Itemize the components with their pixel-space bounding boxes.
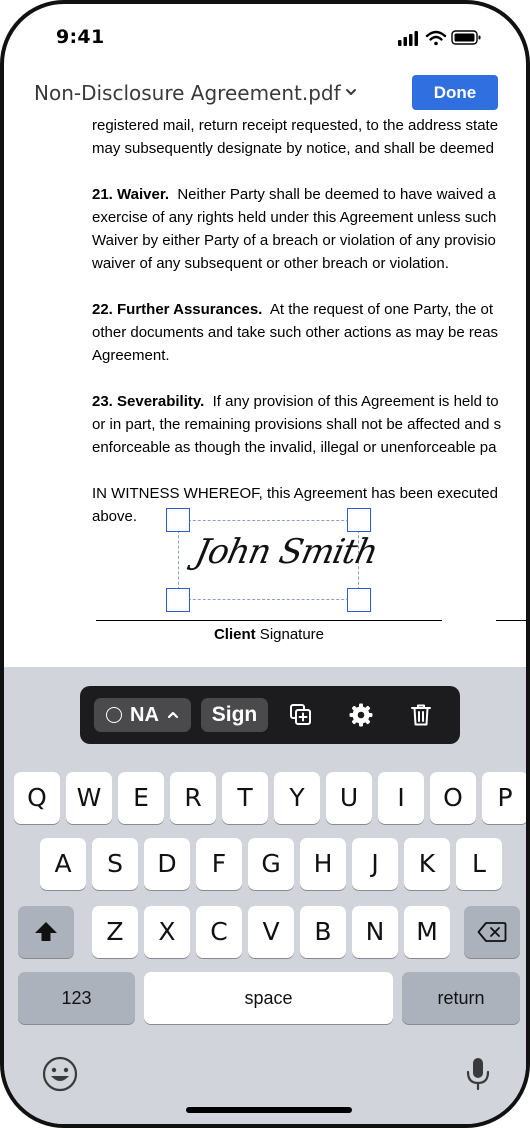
resize-handle-top-left[interactable]	[166, 508, 190, 532]
key-k[interactable]: K	[404, 838, 450, 890]
section-heading: 23. Severability.	[92, 393, 205, 410]
key-w[interactable]: W	[66, 772, 112, 824]
document-line	[92, 482, 526, 505]
document-line	[92, 183, 526, 206]
paragraph-gap	[92, 275, 526, 298]
key-c[interactable]: C	[196, 906, 242, 958]
initials-label: NA	[130, 704, 159, 726]
section-heading: 22. Further Assurances.	[92, 301, 263, 318]
key-t[interactable]: T	[222, 772, 268, 824]
shift-icon	[33, 920, 59, 944]
battery-icon	[452, 31, 481, 44]
annotation-toolbar	[80, 686, 460, 744]
line-text: If any provision of this Agreement is held to	[204, 393, 499, 410]
section-heading: 21. Waiver.	[92, 186, 169, 203]
space-key[interactable]: space	[144, 972, 393, 1024]
document-page	[4, 114, 526, 669]
key-x[interactable]: X	[144, 906, 190, 958]
document-line	[92, 344, 526, 367]
document-line	[92, 413, 526, 436]
signature[interactable]: John Smith	[191, 532, 381, 572]
paragraph-gap	[92, 459, 526, 482]
paragraph-gap	[92, 160, 526, 183]
chevron-up-icon	[166, 708, 180, 722]
status-icons	[396, 28, 496, 48]
document-line	[92, 390, 526, 413]
key-m[interactable]: M	[404, 906, 450, 958]
line-text: above.	[92, 508, 138, 525]
document-line	[92, 114, 526, 137]
key-j[interactable]: J	[352, 838, 398, 890]
home-indicator	[186, 1107, 352, 1113]
line-text: IN WITNESS WHEREOF, this Agreement has been executed	[92, 485, 498, 502]
resize-handle-bottom-right[interactable]	[347, 588, 371, 612]
key-r[interactable]: R	[170, 772, 216, 824]
line-text: waiver of any subsequent or other breach or violation.	[92, 255, 449, 272]
line-text: Neither Party shall be deemed to have waived a	[169, 186, 496, 203]
navigation-bar	[4, 70, 526, 116]
backspace-icon	[477, 921, 507, 943]
circle-icon	[106, 707, 122, 723]
key-b[interactable]: B	[300, 906, 346, 958]
shift-key[interactable]	[18, 906, 74, 958]
key-u[interactable]: U	[326, 772, 372, 824]
delete-key[interactable]	[464, 906, 520, 958]
document-line	[92, 206, 526, 229]
document-line	[92, 321, 526, 344]
line-text: enforceable as though the invalid, illegal or unenforceable pa	[92, 439, 497, 456]
key-l[interactable]: L	[456, 838, 502, 890]
key-q[interactable]: Q	[14, 772, 60, 824]
key-n[interactable]: N	[352, 906, 398, 958]
document-line	[92, 252, 526, 275]
status-bar	[4, 4, 526, 64]
signature-line-second	[496, 620, 526, 621]
key-a[interactable]: A	[40, 838, 86, 890]
key-e[interactable]: E	[118, 772, 164, 824]
return-key[interactable]: return	[402, 972, 520, 1024]
line-text: other documents and take such other actions as may be reas	[92, 324, 499, 341]
key-h[interactable]: H	[300, 838, 346, 890]
signature-label-role: Client	[213, 626, 256, 643]
duplicate-icon[interactable]	[288, 702, 314, 728]
key-s[interactable]: S	[92, 838, 138, 890]
line-text: may subsequently designate by notice, and shall be deemed	[92, 140, 494, 157]
chevron-down-icon[interactable]	[344, 85, 358, 99]
numbers-key[interactable]: 123	[18, 972, 135, 1024]
key-f[interactable]: F	[196, 838, 242, 890]
document-line	[92, 229, 526, 252]
emoji-icon[interactable]	[40, 1054, 80, 1094]
document-line	[92, 436, 526, 459]
line-text: registered mail, return receipt requested, to the address state	[92, 117, 499, 134]
signature-label-text: Signature	[255, 626, 325, 643]
cellular-signal-icon	[398, 31, 418, 46]
key-o[interactable]: O	[430, 772, 476, 824]
key-i[interactable]: I	[378, 772, 424, 824]
line-text: exercise of any rights held under this Agreement unless such	[92, 209, 497, 226]
document-body	[92, 114, 526, 528]
resize-handle-top-right[interactable]	[347, 508, 371, 532]
document-title[interactable]: Non-Disclosure Agreement.pdf	[34, 81, 341, 105]
done-button[interactable]: Done	[412, 75, 498, 110]
key-y[interactable]: Y	[274, 772, 320, 824]
wifi-icon	[427, 32, 445, 45]
initials-button[interactable]	[94, 698, 191, 732]
signature-label	[96, 626, 442, 643]
document-line	[92, 137, 526, 160]
key-g[interactable]: G	[248, 838, 294, 890]
signature-line	[96, 620, 442, 621]
resize-handle-bottom-left[interactable]	[166, 588, 190, 612]
line-text: Agreement.	[92, 347, 170, 364]
microphone-icon[interactable]	[458, 1054, 498, 1094]
line-text: or in part, the remaining provisions shall not be affected and s	[92, 416, 502, 433]
trash-icon[interactable]	[408, 702, 434, 728]
key-v[interactable]: V	[248, 906, 294, 958]
sign-button[interactable]: Sign	[201, 698, 268, 732]
line-text: At the request of one Party, the ot	[262, 301, 494, 318]
key-d[interactable]: D	[144, 838, 190, 890]
key-p[interactable]: P	[482, 772, 528, 824]
document-line	[92, 298, 526, 321]
paragraph-gap	[92, 367, 526, 390]
gear-icon[interactable]	[348, 702, 374, 728]
status-time: 9:41	[56, 26, 105, 48]
key-z[interactable]: Z	[92, 906, 138, 958]
line-text: Waiver by either Party of a breach or violation of any provisio	[92, 232, 496, 249]
